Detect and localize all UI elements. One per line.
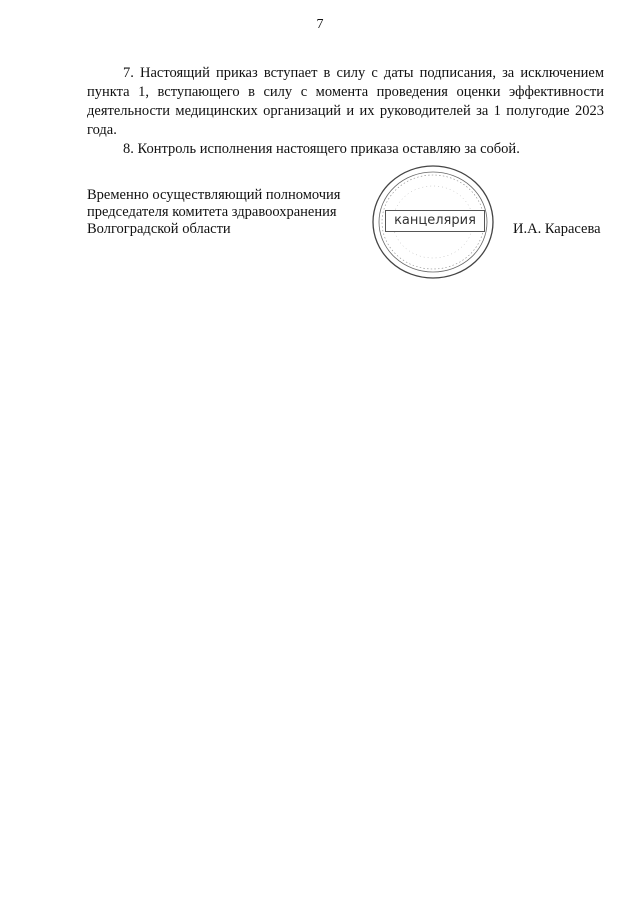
signature-position-line-1: Временно осуществляющий полномочия	[87, 187, 341, 203]
page-number: 7	[316, 17, 324, 32]
paragraph-8: 8. Контроль исполнения настоящего приказа оставляю за собой.	[123, 141, 520, 157]
stamp-label: канцелярия	[385, 210, 485, 232]
signature-position-line-3: Волгоградской области	[87, 221, 231, 237]
signature-position	[87, 187, 340, 238]
order-body	[87, 64, 604, 159]
office-stamp	[371, 164, 495, 280]
paragraph-7: 7. Настоящий приказ вступает в силу с даты подписания, за исключением пункта 1, вступающего в силу с момента проведения оценки эффективности деятельности медицинских организаций и их руководителей за 1 полугодие 2023 года.	[87, 65, 604, 138]
signature-position-line-2: председателя комитета здравоохранения	[87, 204, 337, 220]
signer-name: И.А. Карасева	[513, 221, 601, 237]
